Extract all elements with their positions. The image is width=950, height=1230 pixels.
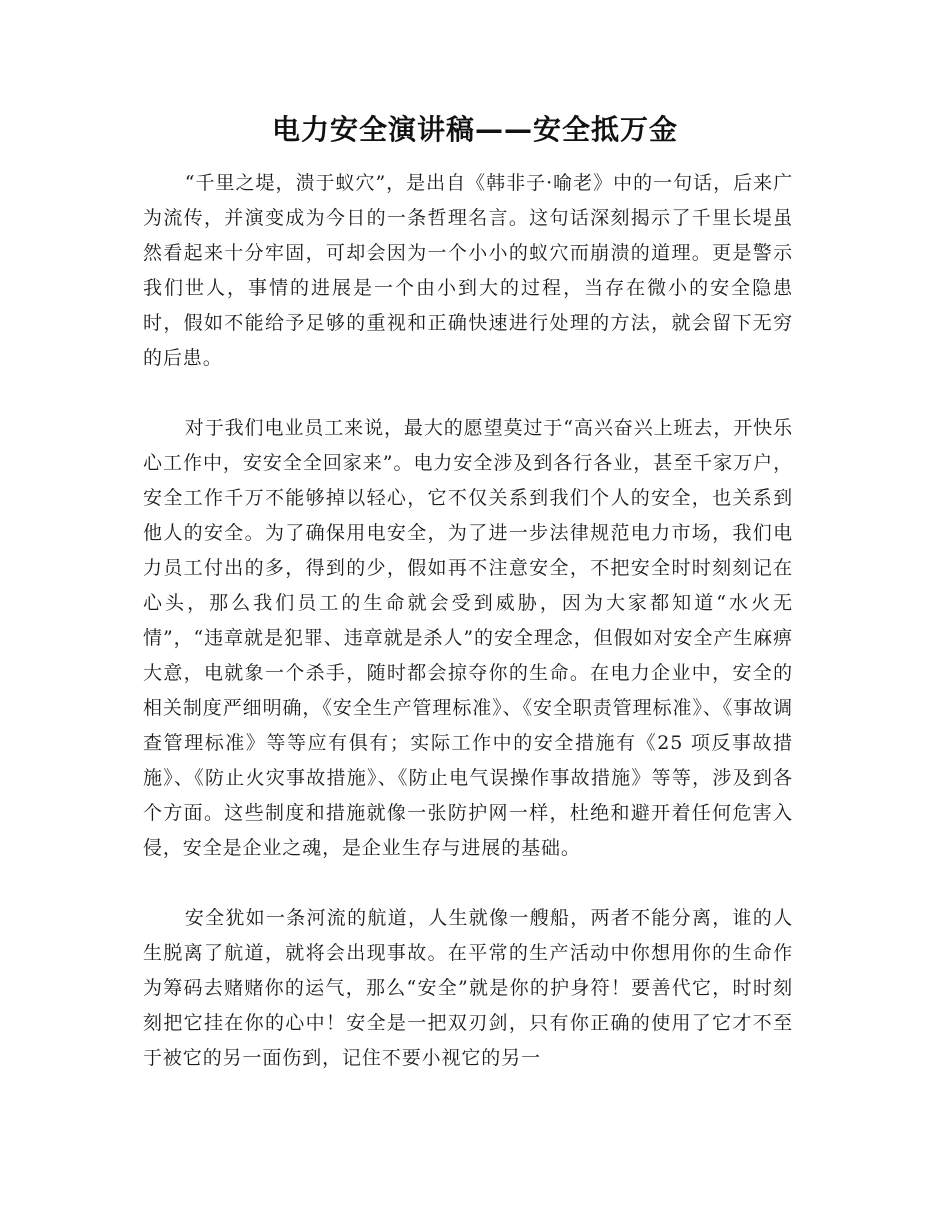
document-title: 电力安全演讲稿——安全抵万金 (271, 113, 678, 146)
paragraph-3: 安全犹如一条河流的航道，人生就像一艘船，两者不能分离，谁的人生脱离了航道，就将会出现事故。在平常的生产活动中你想用你的生命作为筹码去赌赌你的运气，那么“安全”就是你的护身符！要善代它，时时刻刻把它挂在你的心中！安全是一把双刃剑，只有你正确的使用了它才不至于被它的另一面伤到，记住不要小视它的另一 (143, 907, 793, 1069)
paragraph-1: “千里之堤，溃于蚁穴”，是出自《韩非子·喻老》中的一句话，后来广为流传，并演变成为今日的一条哲理名言。这句话深刻揭示了千里长堤虽然看起来十分牢固，可却会因为一个小小的蚁穴而崩溃的道理。更是警示我们世人，事情的进展是一个由小到大的过程，当存在微小的安全隐患时，假如不能给予足够的重视和正确快速进行处理的方法，就会留下无穷的后患。 (143, 172, 793, 369)
document-body (143, 166, 793, 1111)
paragraph-2: 对于我们电业员工来说，最大的愿望莫过于“高兴奋兴上班去，开快乐心工作中，安安全全回家来”。电力安全涉及到各行各业，甚至千家万户，安全工作千万不能够掉以轻心，它不仅关系到我们个人的安全，也关系到他人的安全。为了确保用电安全，为了进一步法律规范电力市场，我们电力员工付出的多，得到的少，假如再不注意安全，不把安全时时刻刻记在心头，那么我们员工的生命就会受到威胁，因为大家都知道“水火无情”，“违章就是犯罪、违章就是杀人”的安全理念，但假如对安全产生麻痹大意，电就象一个杀手，随时都会掠夺你的生命。在电力企业中，安全的相关制度严细明确，《安全生产管理标准》、《安全职责管理标准》、《事故调查管理标准》等等应有俱有；实际工作中的安全措施有《25 项反事故措施》、《防止火灾事故措施》、《防止电气误操作事故措施》等等，涉及到各个方面。这些制度和措施就像一张防护网一样，杜绝和避开着任何危害入侵，安全是企业之魂，是企业生存与进展的基础。 (143, 417, 793, 859)
